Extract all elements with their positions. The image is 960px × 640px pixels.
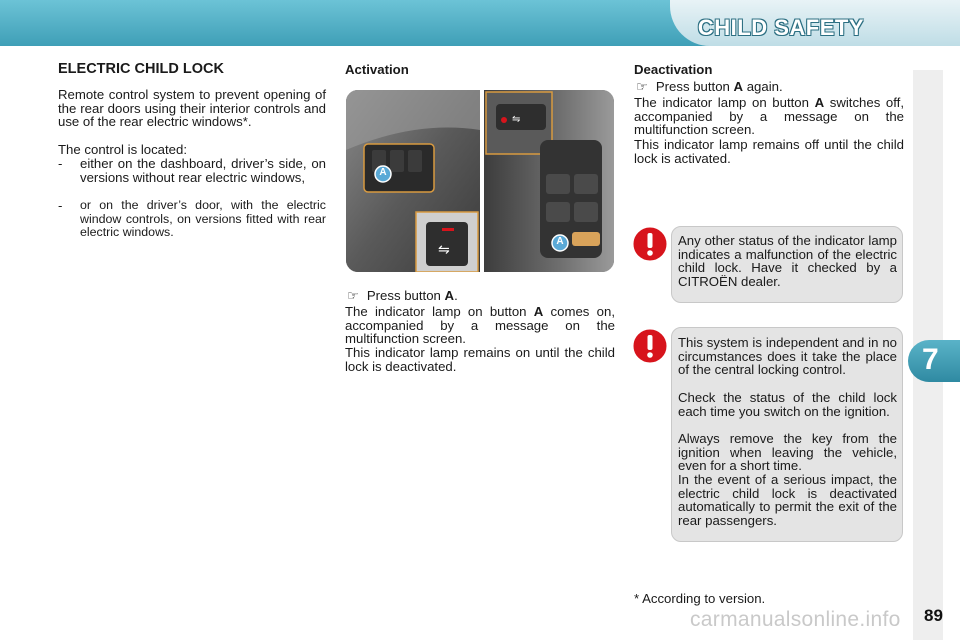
warning-paragraph-2: Check the status of the child lock each time you switch on the ignition. <box>678 390 897 419</box>
deactivation-step: ☞ Press button A again. <box>636 79 783 94</box>
warning-paragraph-4: In the event of a serious impact, the electric child lock is deactivated automatically to permit the exit of the rear passengers. <box>678 472 897 528</box>
watermark: carmanualsonline.info <box>690 608 901 631</box>
deactivation-paragraph-1: The indicator lamp on button A switches off, accompanied by a message on the multifunction screen. <box>634 95 904 138</box>
intro-paragraph: Remote control system to prevent opening of the rear doors using their interior controls and use of the rear electric windows*. <box>58 87 326 130</box>
warning-paragraph-3: Always remove the key from the ignition when leaving the vehicle, even for a short time. <box>678 431 897 474</box>
pointing-hand-icon: ☞ <box>636 79 648 94</box>
dash-bullet: - <box>58 198 63 213</box>
child-lock-illustration <box>346 90 614 272</box>
page-title: CHILD SAFETY <box>697 15 864 40</box>
warning-paragraph-1: This system is independent and in no circumstances does it take the place of the central locking control. <box>678 335 897 378</box>
exclamation-icon <box>632 226 668 262</box>
section-heading: ELECTRIC CHILD LOCK <box>58 61 224 77</box>
footnote: * According to version. <box>634 591 766 606</box>
page-number: 89 <box>924 606 943 625</box>
child-lock-photo <box>346 90 614 272</box>
warning-box-independent-system <box>671 327 903 542</box>
svg-text:⇋: ⇋ <box>438 242 450 258</box>
bullet-door: or on the driver’s door, with the electric window controls, on versions fitted with rear electric windows. <box>80 198 326 240</box>
activation-paragraph-1: The indicator lamp on button A comes on, accompanied by a message on the multifunction screen. <box>345 304 615 347</box>
exclamation-icon <box>632 328 668 364</box>
located-text: The control is located: <box>58 142 188 157</box>
warning-box-malfunction <box>671 226 903 303</box>
warning-malfunction-text: Any other status of the indicator lamp indicates a malfunction of the electric child lock. Have it checked by a CITROËN dealer. <box>678 233 897 289</box>
callout-a-dashboard: A <box>379 167 387 178</box>
dash-bullet: - <box>58 156 63 171</box>
callout-a-door: A <box>556 236 564 247</box>
pointing-hand-icon: ☞ <box>347 288 359 303</box>
svg-text:⇋: ⇋ <box>512 114 521 125</box>
activation-heading: Activation <box>345 62 409 77</box>
bullet-dashboard: either on the dashboard, driver’s side, on versions without rear electric windows, <box>80 156 326 185</box>
activation-paragraph-2: This indicator lamp remains on until the child lock is deactivated. <box>345 345 615 374</box>
chapter-number: 7 <box>922 343 939 376</box>
deactivation-heading: Deactivation <box>634 62 713 77</box>
activation-step: ☞ Press button A. <box>347 288 458 303</box>
deactivation-paragraph-2: This indicator lamp remains off until the child lock is activated. <box>634 137 904 166</box>
